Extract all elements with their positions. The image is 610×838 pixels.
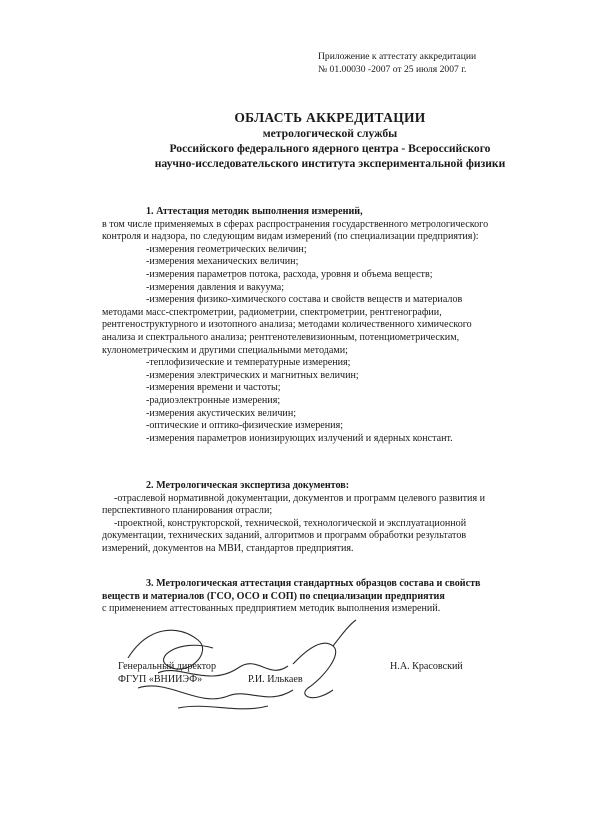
- list-item: -измерения механических величин;: [146, 256, 299, 268]
- methods-line-3: анализа и спектрального анализа; рентгенотелевизионным, потенциометрическим,: [102, 331, 460, 343]
- list-item: -радиоэлектронные измерения;: [146, 394, 281, 406]
- section-2-p2-line-1: -проектной, конструкторской, технической, технологической и эксплуатационной: [114, 517, 467, 529]
- section-2-p2-line-2: документации, технических заданий, алгоритмов и программ обработки результатов: [102, 530, 467, 542]
- signature-name: Р.И. Илькаев: [248, 674, 303, 685]
- list-item: -измерения акустических величин;: [146, 407, 297, 419]
- section-2-p2-line-3: измерений, документов на МВИ, стандартов предприятия.: [102, 542, 354, 554]
- list-item: -измерения геометрических величин;: [146, 243, 307, 255]
- section-1-intro-1: в том числе применяемых в сферах распространения государственного метрологического: [102, 218, 489, 230]
- section-2-p1-line-2: перспективного планирования отрасли;: [102, 505, 273, 517]
- position-line-2: ФГУП «ВНИИЭФ»: [118, 673, 203, 685]
- title-sub-2: Российского федерального ядерного центра - Всероссийского: [169, 142, 491, 155]
- methods-line-4: кулонометрическим и другими специальными методами;: [102, 344, 348, 356]
- list-item: -измерения времени и частоты;: [146, 382, 281, 394]
- section-1-intro-2: контроля и надзора, по следующим видам измерений (по специализации предприятия):: [102, 231, 479, 243]
- signer-name: Н.А. Красовский: [390, 661, 463, 672]
- section-3-line-2: с применением аттестованных предприятием методик выполнения измерений.: [102, 603, 441, 615]
- position-line-1: Генеральный директор: [118, 661, 216, 672]
- methods-line-1: методами масс-спектрометрии, радиометрии, спектрометрии, рентгенографии,: [102, 306, 442, 318]
- section-1: [102, 206, 488, 445]
- methods-line-2: рентгеноструктурного и изотопного анализа; методами количественного химического: [102, 319, 472, 331]
- list-item: -измерения параметров потока, расхода, уровня и объема веществ;: [146, 268, 433, 280]
- section-3-heading: 3. Метрологическая аттестация стандартных образцов состава и свойств: [146, 578, 481, 589]
- list-item: -измерения электрических и магнитных величин;: [146, 369, 359, 381]
- appendix-line-1: Приложение к аттестату аккредитации: [318, 51, 477, 62]
- section-2-p1-line-1: -отраслевой нормативной документации, документов и программ целевого развития и: [114, 492, 486, 504]
- title-sub-3: научно-исследовательского института экспериментальной физики: [154, 157, 506, 170]
- section-3-line-1-text: веществ и материалов (ГСО, ОСО и СОП) по специализации предприятия: [102, 590, 445, 602]
- title-main: ОБЛАСТЬ АККРЕДИТАЦИИ: [234, 110, 426, 125]
- document-title: [100, 109, 560, 171]
- section-2-heading: 2. Метрологическая экспертиза документов:: [146, 480, 350, 491]
- section-2: [102, 480, 485, 556]
- list-item: -измерения физико-химического состава и свойств веществ и материалов: [146, 294, 463, 306]
- appendix-line-2: № 01.00030 -2007 от 25 июля 2007 г.: [318, 64, 467, 75]
- section-3: [102, 578, 480, 616]
- appendix-note: [318, 50, 476, 76]
- title-sub-1: метрологической службы: [262, 127, 398, 140]
- section-3-line-1: [102, 591, 480, 604]
- list-item: -оптические и оптико-физические измерения;: [146, 420, 344, 432]
- list-item: -теплофизические и температурные измерения;: [146, 357, 351, 369]
- signature-position: [118, 661, 216, 686]
- list-item: -измерения давления и вакуума;: [146, 281, 285, 293]
- section-1-heading: 1. Аттестация методик выполнения измерений,: [146, 206, 363, 217]
- list-item: -измерения параметров ионизирующих излучений и ядерных констант.: [146, 432, 453, 444]
